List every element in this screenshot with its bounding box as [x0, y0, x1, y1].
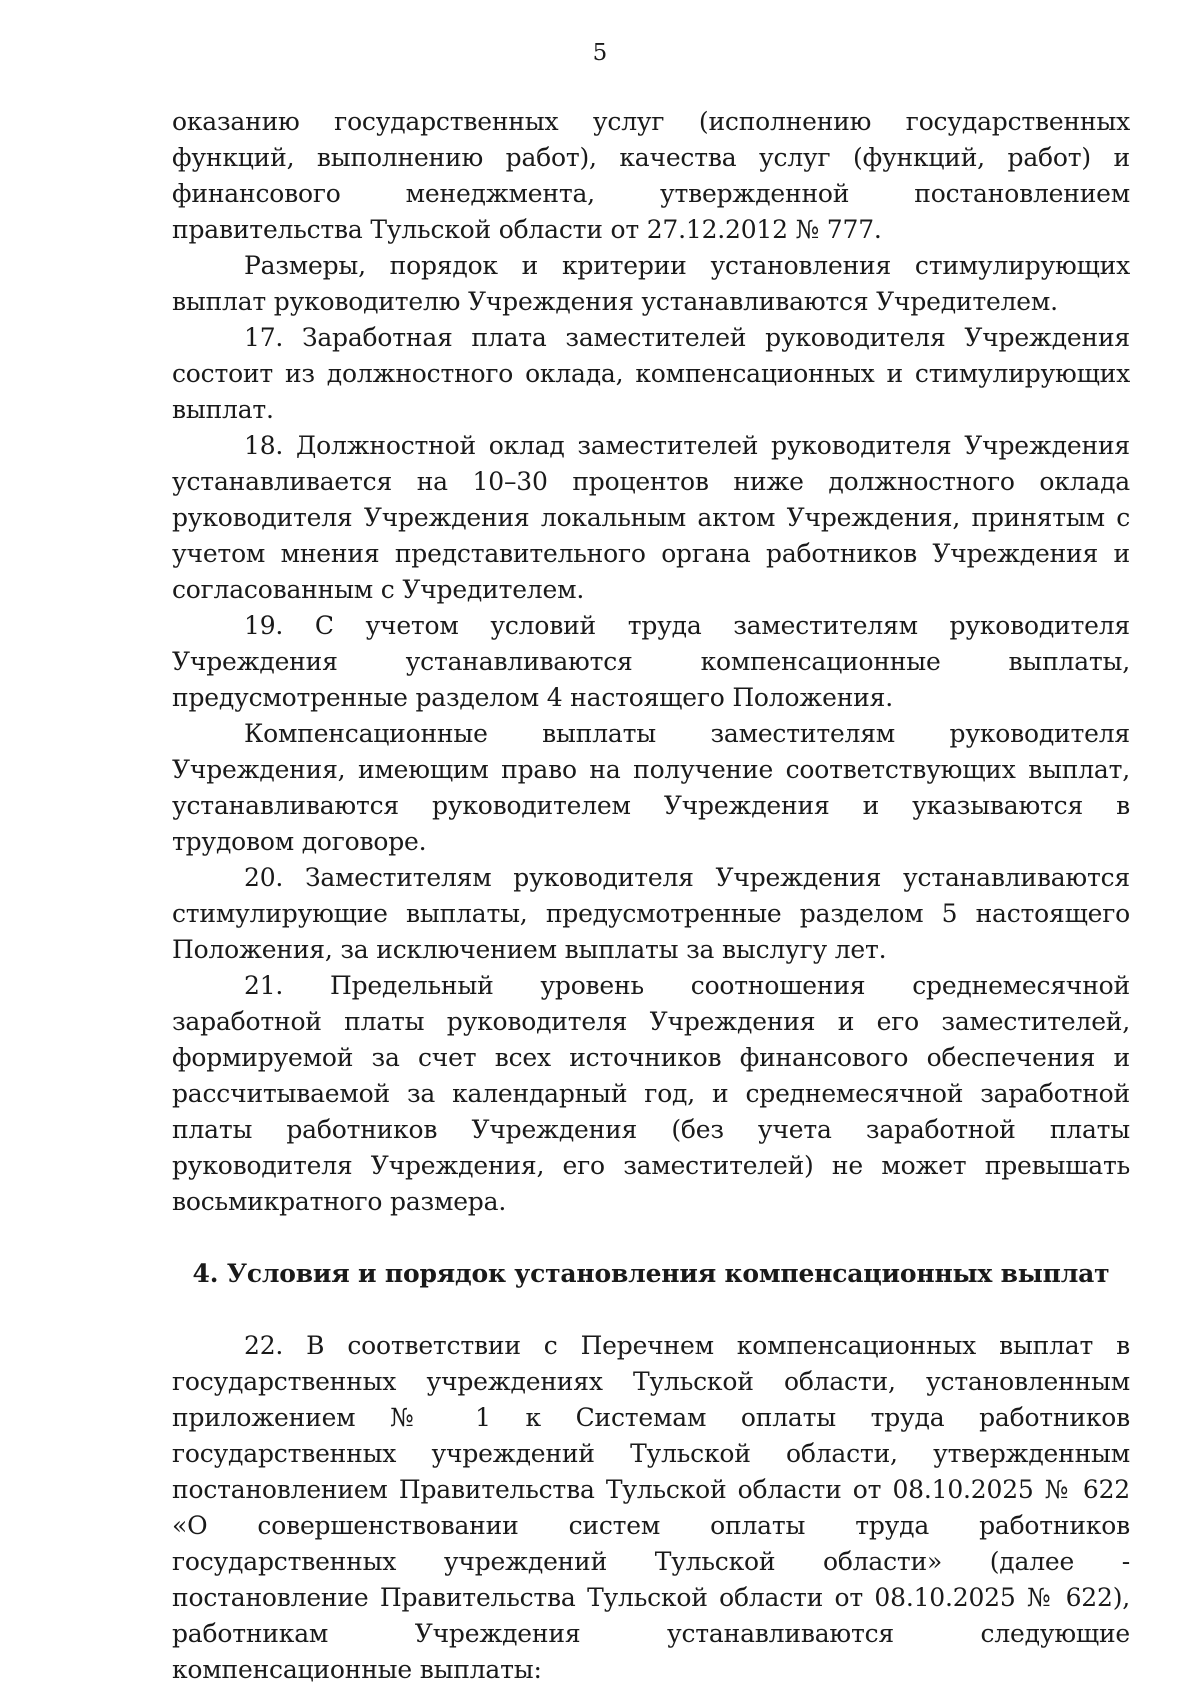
paragraph-17: 17. Заработная плата заместителей руководителя Учреждения состоит из должностного оклада, компенсационных и стимулирующих выплат. [172, 323, 1130, 424]
section-heading: 4. Условия и порядок установления компенсационных выплат [192, 1259, 1110, 1288]
paragraph-compensation-deputies: Компенсационные выплаты заместителям руководителя Учреждения, имеющим право на получение соответствующих выплат, устанавливаются руководителем Учреждения и указываются в трудовом договоре. [172, 719, 1130, 856]
paragraph-20: 20. Заместителям руководителя Учреждения устанавливаются стимулирующие выплаты, предусмотренные разделом 5 настоящего Положения, за исключением выплаты за выслугу лет. [172, 863, 1130, 964]
document-body [172, 104, 1130, 1688]
paragraph-stimulus-criteria: Размеры, порядок и критерии установления стимулирующих выплат руководителю Учреждения устанавливаются Учредителем. [172, 251, 1130, 316]
paragraph-continuation: оказанию государственных услуг (исполнению государственных функций, выполнению работ), качества услуг (функций, работ) и финансового менеджмента, утвержденной постановлением правительства Тульской области от 27.12.2012 № 777. [172, 107, 1130, 244]
paragraph-22: 22. В соответствии с Перечнем компенсационных выплат в государственных учреждениях Тульской области, установленным приложением № 1 к Системам оплаты труда работников государственных учреждений Тульской области, утвержденным постановлением Правительства Тульской области от 08.10.2025 № 622 «О совершенствовании систем оплаты труда работников государственных учреждений Тульской области» (далее - постановление Правительства Тульской области от 08.10.2025 № 622), работникам Учреждения устанавливаются следующие компенсационные выплаты: [172, 1331, 1130, 1684]
paragraph-18: 18. Должностной оклад заместителей руководителя Учреждения устанавливается на 10–30 процентов ниже должностного оклада руководителя Учреждения локальным актом Учреждения, принятым с учетом мнения представительного органа работников Учреждения и согласованным с Учредителем. [172, 431, 1130, 604]
paragraph-19: 19. С учетом условий труда заместителям руководителя Учреждения устанавливаются компенсационные выплаты, предусмотренные разделом 4 настоящего Положения. [172, 611, 1130, 712]
paragraph-21: 21. Предельный уровень соотношения среднемесячной заработной платы руководителя Учреждения и его заместителей, формируемой за счет всех источников финансового обеспечения и рассчитываемой за календарный год, и среднемесячной заработной платы работников Учреждения (без учета заработной платы руководителя Учреждения, его заместителей) не может превышать восьмикратного размера. [172, 971, 1130, 1216]
page-number: 5 [592, 40, 608, 66]
